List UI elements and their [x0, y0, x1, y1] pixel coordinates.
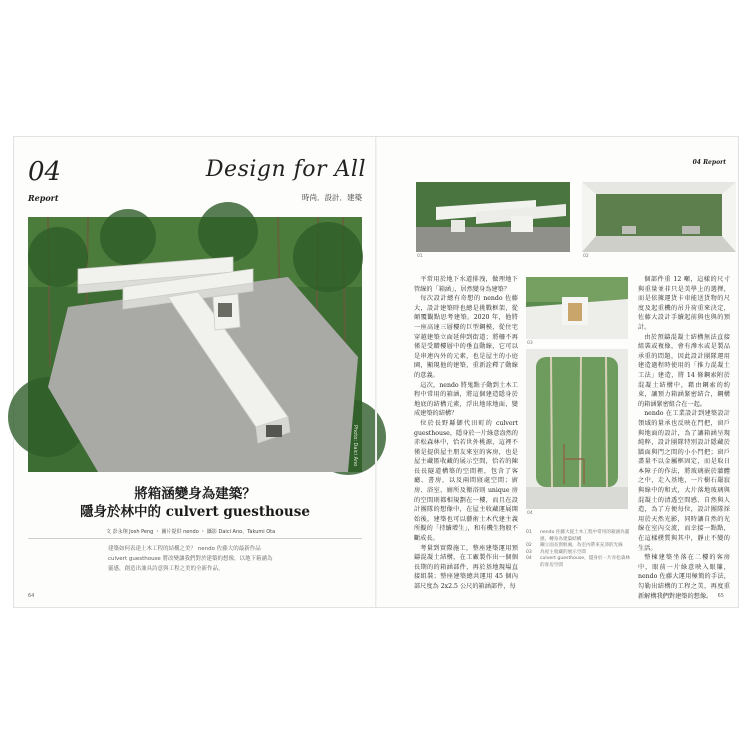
magazine-spread [14, 137, 738, 607]
divider [28, 538, 362, 539]
photo-03 [526, 277, 628, 339]
lead-paragraph: 建築如何表達土木工程的結構之美？ nendo 佐藤大的最新作品 culvert guesthouse 將改變讓我們對於建築的想像，以地下箱涵為靈感，創造出兼具詩意與工程之美的全新作品。 [108, 546, 273, 572]
right-page [376, 137, 738, 607]
body-paragraph: 由於預鑄混凝土結構無法直接組裝或複像，會有滲水或是製品承重的問題，因此設計團隊運用建造過程時使用的「推力混凝土工法」建造，將 14 條鋼索附於混凝土結構中，藉由鋼索的約束，讓預力箱涵緊密結合，鋼構的箱涵緊密組合在一起。 [638, 333, 730, 408]
caption-row: 01 nendo 佐藤大從土木工程中常用的箱涵為靈感，轉身為建築結構 [526, 530, 630, 542]
hero-photo-credit: Photo: Daici Ano [352, 424, 358, 466]
photo-02 [582, 182, 736, 252]
body-paragraph: 個部件重 12 噸，這樣的尺寸與重量並非只是美學上的選擇，而是依據運貨卡車能送貨物的尺度及起重機的吊升荷重來決定，佐藤大設計手續起前與也與的預計。 [638, 276, 730, 331]
photo-number-02: 02 [583, 254, 589, 259]
series-subtitle: 時尚．設計．建築 [302, 193, 362, 202]
hero-photo [28, 217, 362, 472]
photo-01 [416, 182, 570, 252]
body-paragraph: 平常用於地下水道排洩，做理地下管線的「箱涵」，居然變身為建築？ [414, 276, 518, 293]
body-paragraph: nendo 在工業設計到建築設計領域的量承也反映在門把，窗戶與地面的設計，為了讓箱涵呈現純粹，設計團隊特別設計隱藏於牆面與門之間的小小門把；窗戶盡量不以金屬框固定，而是取日本障子的作法，將玻璃嵌於牆體之中，走入基地，一片樹石嚴寂與綠中的和式，大片落地玻璃與混凝土的清透空間感、自然與人造，為了方便每位，設計團隊採用於天然光影，同時讓自然的光線在室內交流，而幸接一點點，在這樣樸質與其中，靜止不變的生活。 [638, 410, 730, 552]
issue-number: 04 [28, 157, 62, 187]
hero-photo-illustration [28, 217, 362, 472]
photo-number-01: 01 [417, 254, 423, 259]
caption-row: 03 為屋主收藏的展示空間 [526, 549, 586, 555]
body-paragraph: 位於長野縣御代田町的 culvert guesthouse，隱身於一片綠意盎然的赤松森林中，恰若世外桃源，這裡不僅是提供屋主朋友來室的客房，也是屋主藏匿收藏的展示空間，恰若的陳長長隧道構築的空間裡，包含了客廳、書房，以及兩間寢處空間；廚房、浴室、廁所及衛浴則 unique 房的空間則都相規劃在一樓，而且在設計團隊的想像中，在屋主收藏運展開始後，建築也可以藝術土木代建主義所擬的「持續增生」，和有機生物般不斷成長。 [414, 419, 518, 543]
photo-number-03: 03 [527, 341, 533, 346]
body-paragraph: 這次，nendo 將鬼點子動到土木工程中常用的箱涵，將這個建造隱身於地底的結構元素，浮出地球地面，變成建築的結構？ [414, 381, 518, 418]
article-headline [28, 485, 362, 521]
body-paragraph: 每次設計總有奇想的 nendo 佐藤大，設計建築時也總是挑戰框架，從顛覆觀點思考建築。2020 年，他將一座高達三層樓的巨型鋼模，從住宅穿越建築立面延伸到街道；將柵不再僅是受贈樓層中的垂直動線，它可以是串連內外的元素，也是屋主的小庭園，顯現他的建築，重新詮釋了動線的意義。 [414, 295, 518, 379]
page-number-right: 65 [717, 593, 724, 599]
series-title: Design for All [205, 157, 366, 182]
photo-captions [526, 530, 631, 570]
credits-line: 文 彭永翔 Josh Peng ・ 圖片提供 nendo ・ 攝影 Daici Ano、Takumi Ota [106, 529, 276, 535]
body-paragraph: 考量到實際施工，整座建築運用預鑄混凝土結構，在工廠製作出一個個長期的的箱涵部件，再於基地現場直接組裝；整座建築總共運用 45 個內部尺度為 2x2.5 公尺的箱涵部件，每 [414, 544, 518, 590]
page-number-left: 64 [28, 593, 35, 599]
body-column-1 [414, 275, 518, 605]
report-label: Report [28, 193, 59, 203]
headline-line-1: 將箱涵變身為建築？ [134, 486, 256, 502]
photo-04 [526, 349, 628, 509]
caption-row: 04 culvert guesthouse，隱身於一片赤松森林的客房空間 [526, 556, 631, 568]
photo-number-04: 04 [527, 511, 533, 516]
caption-row: 02 鋼立面長窗框處，為室內帶來充沛的光線 [526, 543, 623, 549]
body-paragraph: 整棟建築坐落在二樓的客房中，眼前一片綠意映入眼簾，nendo 佐藤大運用極簡的手法，勾勒出結構的工程之美，再度重新解構我們對建築的想像。 [638, 554, 730, 600]
headline-line-2: 隱身於林中的 culvert guesthouse [80, 504, 310, 520]
left-page [14, 137, 376, 607]
running-header: 04 Report [692, 159, 726, 166]
